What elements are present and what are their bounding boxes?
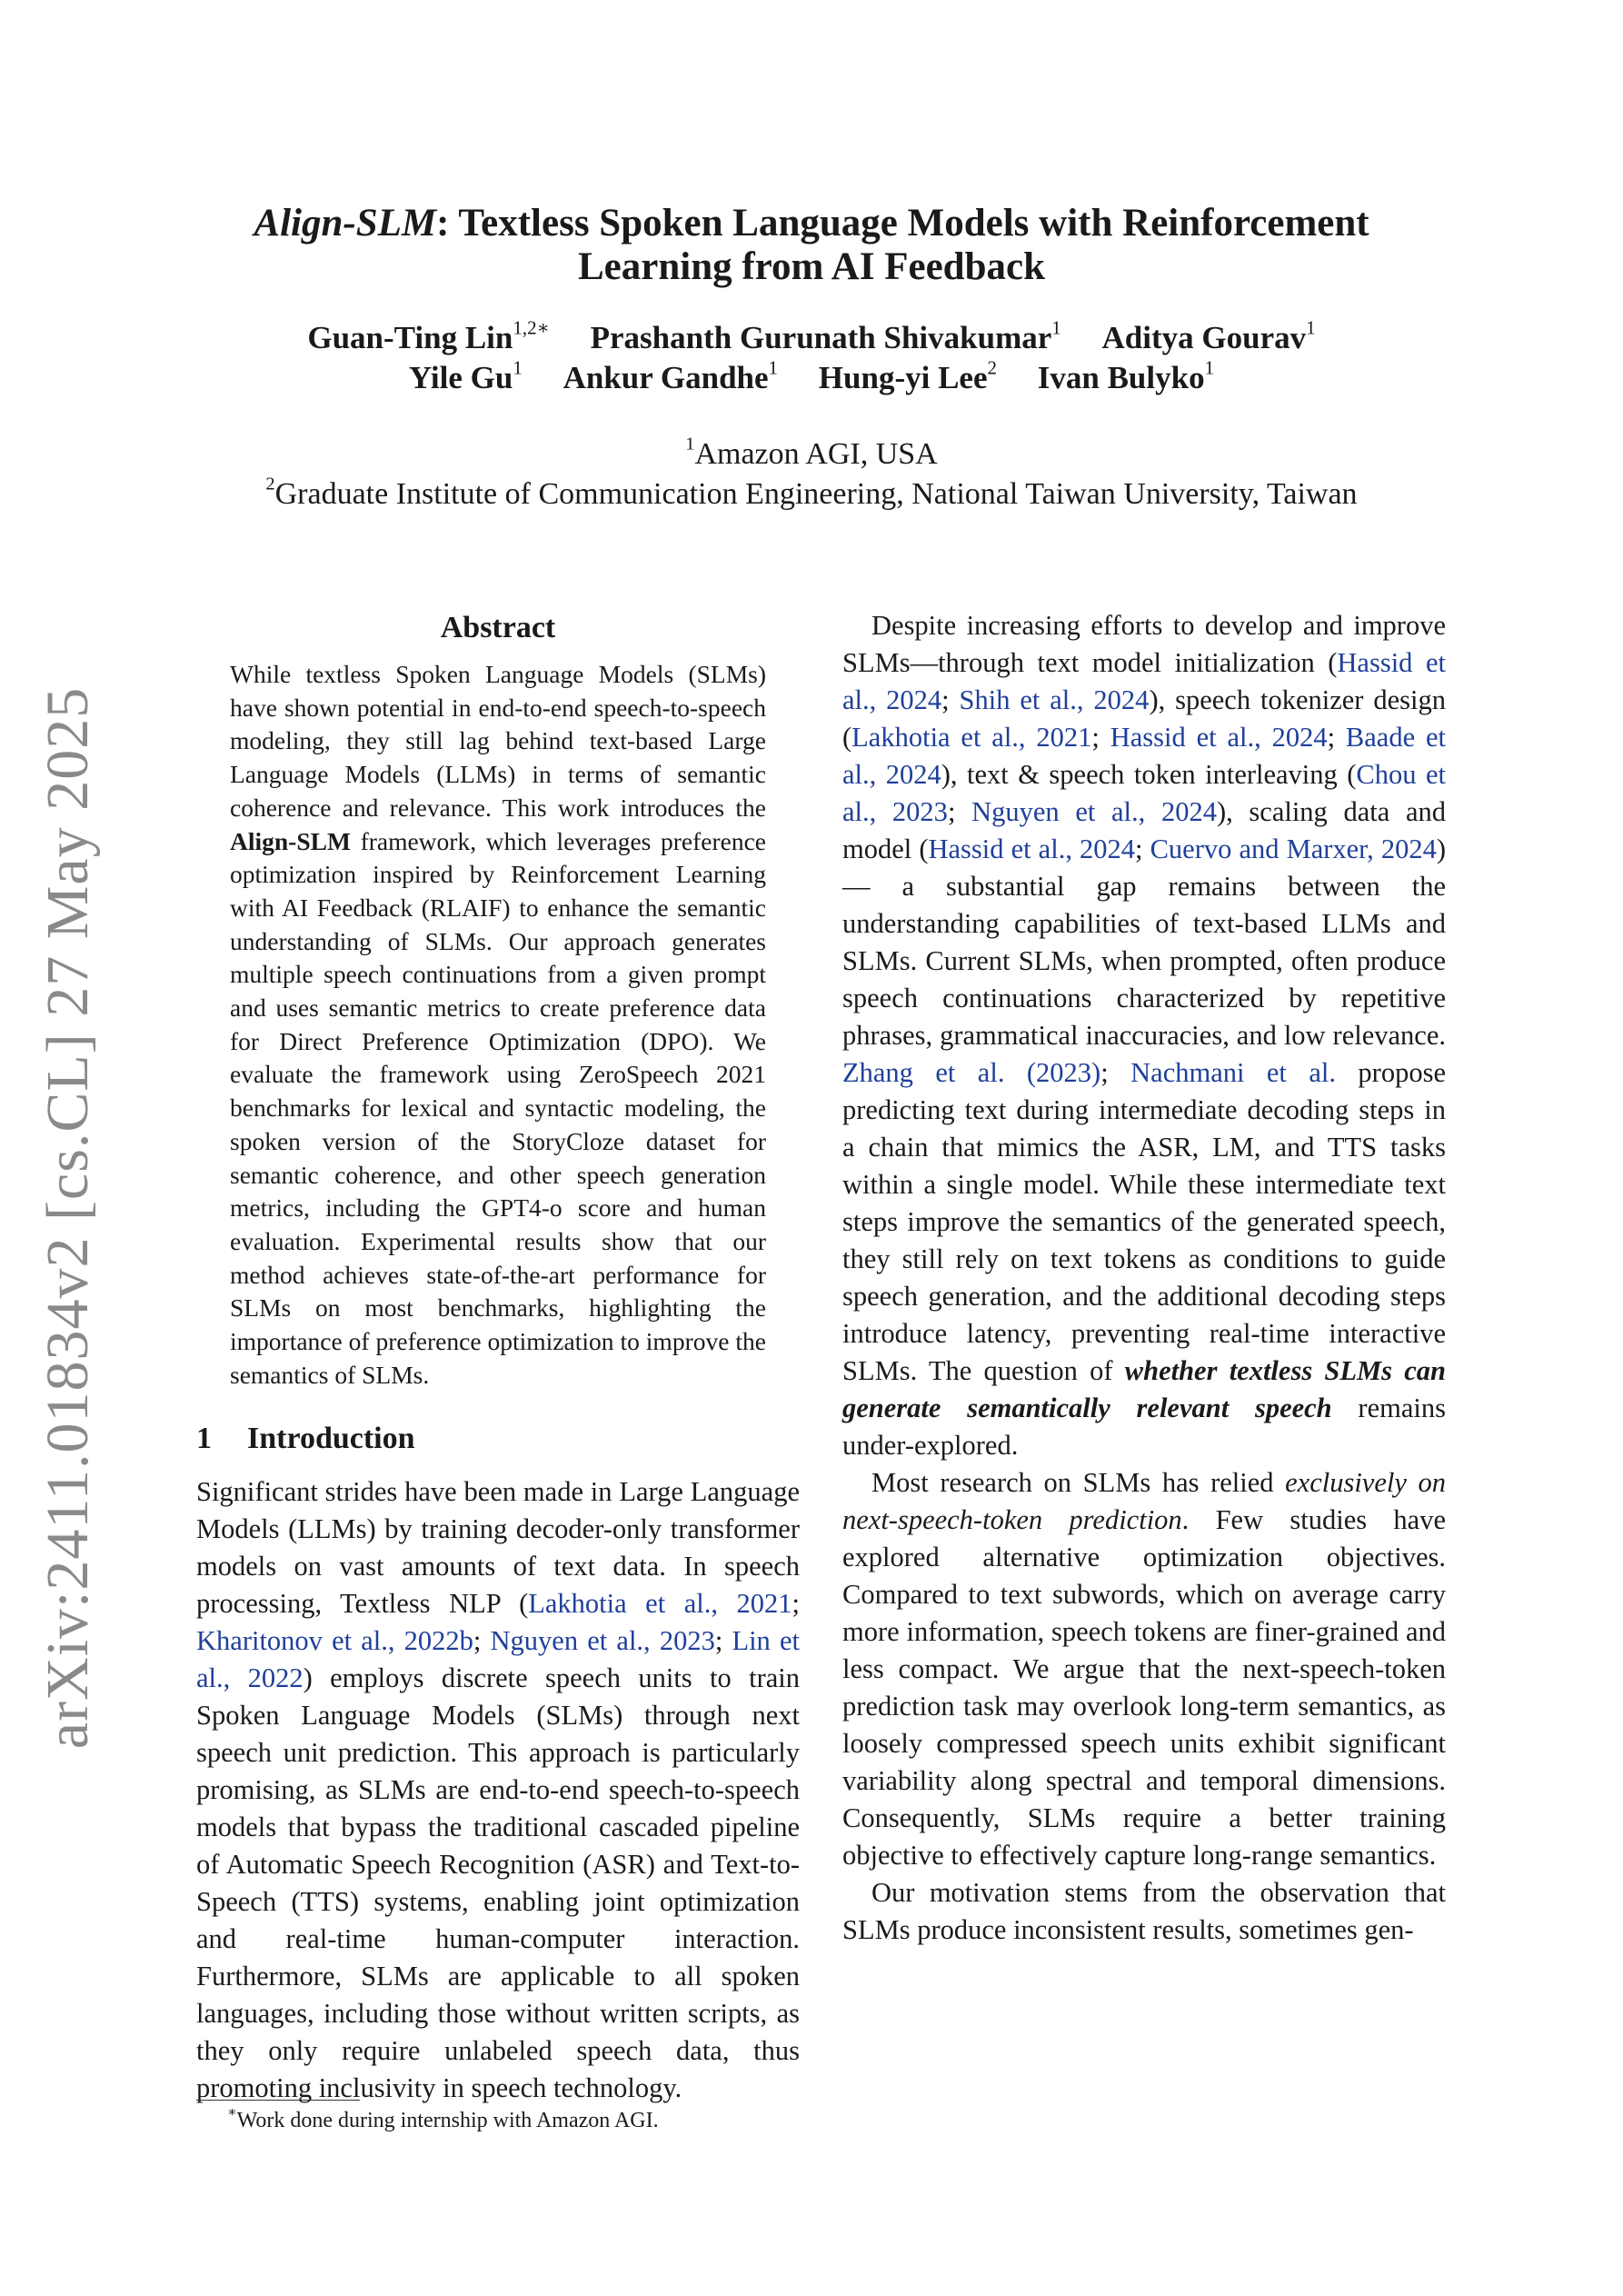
author-affiliation-mark: 1,2∗ — [513, 316, 550, 339]
paragraph-text: Significant strides have been made in Large Language Models (LLMs) by training decoder-only transformer models on vast amounts of text data. In speech processing, Textless NLP ( — [196, 1476, 800, 1620]
author-name: Aditya Gourav — [1101, 320, 1307, 355]
paragraph-text: ), speech tokenizer design ( — [842, 684, 1446, 753]
section-title: Introduction — [247, 1422, 415, 1456]
citation-link[interactable]: Hassid et al., 2024 — [928, 834, 1136, 864]
author-name: Ankur Gandhe — [563, 360, 769, 395]
citation-separator: ; — [1327, 722, 1346, 753]
author-name: Ivan Bulyko — [1037, 360, 1205, 395]
abstract-framework-name: Align-SLM — [230, 826, 351, 855]
author-affiliation-mark: 1 — [1306, 316, 1316, 339]
author — [408, 356, 523, 395]
author — [818, 356, 997, 395]
footnote-divider — [196, 2100, 360, 2101]
author-list — [182, 318, 1441, 398]
citation-link[interactable]: Chou et al., 2023 — [842, 759, 1447, 827]
author — [307, 316, 550, 355]
affiliation-text: Graduate Institute of Communication Engineering, National Taiwan University, Taiwan — [274, 477, 1358, 511]
citation-link[interactable]: Nguyen et al., 2024 — [971, 796, 1217, 827]
citation-link[interactable]: Shih et al., 2024 — [959, 684, 1150, 715]
citation-separator: ; — [1100, 1057, 1131, 1088]
author-name: Yile Gu — [408, 360, 513, 395]
intro-paragraph-4: Our motivation stems from the observation that SLMs produce inconsistent results, sometimes gen- — [842, 1877, 1446, 1945]
citation-link[interactable]: Baade et al., 2024 — [842, 722, 1446, 790]
citation-link[interactable]: Hassid et al., 2024 — [842, 647, 1446, 715]
author — [1037, 356, 1215, 395]
affiliation-mark: 1 — [685, 434, 695, 454]
affiliation — [182, 474, 1441, 514]
paragraph-text: ), scaling data and model ( — [842, 796, 1446, 864]
abstract-text: While textless Spoken Language Models (SLMs) have shown potential in end-to-end speech-to-speech modeling, they still lag behind text-based Large Language Models (LLMs) in terms of semantic coherence and relevance. This work introduces the — [230, 660, 766, 822]
paragraph-text: Despite increasing efforts to develop and improve SLMs—through text model initialization ( — [842, 610, 1446, 678]
citation-link[interactable]: Hassid et al., 2024 — [1110, 722, 1328, 753]
intro-paragraph-2 — [842, 607, 1446, 1464]
emphasized-phrase: exclusively on next-speech-token prediction — [842, 1467, 1446, 1535]
citation-separator: ; — [941, 684, 960, 715]
intro-paragraph-1 — [196, 1473, 800, 2107]
citation-link[interactable]: Kharitonov et al., 2022b — [196, 1625, 473, 1657]
author-row-2 — [182, 358, 1441, 398]
footnote-text: Work done during internship with Amazon AGI. — [236, 2109, 659, 2132]
author-affiliation-mark: 1 — [1051, 316, 1061, 339]
paragraph-text: propose predicting text during intermediate decoding steps in a chain that mimics the ASR, LM, and TTS tasks within a single model. While these intermediate text steps improve the semantics of the generated speech, they still rely on text tokens as conditions to guide speech generation, and the additional decoding steps introduce latency, preventing real-time interactive SLMs. The question of — [842, 1057, 1446, 1386]
affiliation-text: Amazon AGI, USA — [694, 437, 938, 471]
citation-separator: ; — [947, 796, 972, 827]
author-affiliation-mark: 1 — [513, 356, 523, 379]
right-column — [842, 607, 1446, 1949]
citation-separator: ; — [714, 1625, 732, 1657]
left-column — [196, 609, 800, 2107]
title-line-2: Learning from AI Feedback — [577, 245, 1045, 288]
arxiv-identifier-text: arXiv:2411.01834v2 [cs.CL] 27 May 2025 — [35, 686, 101, 1750]
citation-separator: ; — [792, 1588, 800, 1620]
intro-paragraph-3 — [842, 1464, 1446, 1874]
paragraph-text: )— a substantial gap remains between the understanding capabilities of text-based LLMs and SLMs. Current SLMs, when prompted, often produce speech continuations characterized by repetitive phrases, grammatical inaccuracies, and low relevance. — [842, 834, 1446, 1051]
citation-link[interactable]: Cuervo and Marxer, 2024 — [1150, 834, 1437, 864]
abstract-text: framework, which leverages preference optimization inspired by Reinforcement Learning with AI Feedback (RLAIF) to enhance the semantic understanding of SLMs. Our approach generates multiple speech continuations from a given prompt and uses semantic metrics to create preference data for Direct Preference Optimization (DPO). We evaluate the framework using ZeroSpeech 2021 benchmarks for lexical and syntactic modeling, the spoken version of the StoryCloze dataset for semantic coherence, and other speech generation metrics, including the GPT4-o score and human evaluation. Experimental results show that our method achieves state-of-the-art performance for SLMs on most benchmarks, highlighting the importance of preference optimization to improve the semantics of SLMs. — [230, 826, 766, 1389]
author-name: Guan-Ting Lin — [307, 320, 513, 355]
abstract-body — [230, 658, 766, 1392]
section-number: 1 — [196, 1422, 212, 1456]
citation-link[interactable]: Lakhotia et al., 2021 — [851, 722, 1092, 753]
author-affiliation-mark: 1 — [1204, 356, 1215, 379]
paragraph-text: ), text & speech token interleaving ( — [941, 759, 1357, 790]
affiliation-mark: 2 — [265, 474, 275, 494]
citation-link[interactable]: Nguyen et al., 2023 — [490, 1625, 715, 1657]
paragraph-text: remains under-explored. — [842, 1393, 1446, 1461]
author-row-1 — [182, 318, 1441, 358]
title-italic-part: Align-SLM — [254, 202, 437, 245]
footnote — [227, 2104, 659, 2134]
citation-separator: ; — [1091, 722, 1110, 753]
author-affiliation-mark: 2 — [987, 356, 997, 379]
author-name: Hung-yi Lee — [818, 360, 988, 395]
citation-link[interactable]: Zhang et al. (2023) — [842, 1057, 1101, 1088]
paragraph-text: ) employs discrete speech units to train Spoken Language Models (SLMs) through next speech unit prediction. This approach is particularly promising, as SLMs are end-to-end speech-to-speech models that bypass the traditional cascaded pipeline of Automatic Speech Recognition (ASR) and Text-to-Speech (TTS) systems, enabling joint optimization and real-time human-computer interaction. Furthermore, SLMs are applicable to all spoken languages, including those without written scripts, as they only require unlabeled speech data, thus promoting inclusivity in speech technology. — [196, 1662, 801, 2104]
abstract-heading: Abstract — [440, 611, 556, 644]
emphasized-research-question: whether textless SLMs can generate semantically relevant speech — [842, 1355, 1446, 1423]
citation-separator: ; — [1135, 834, 1150, 864]
author — [590, 316, 1061, 355]
affiliation-list — [182, 434, 1441, 514]
footnote-mark: ∗ — [227, 2104, 237, 2121]
author — [1101, 316, 1316, 355]
author — [563, 356, 779, 395]
arxiv-identifier-stamp — [35, 686, 101, 1750]
author-affiliation-mark: 1 — [768, 356, 779, 379]
paragraph-text: . Few studies have explored alternative optimization objectives. Compared to text subwords, which on average carry more information, speech tokens are finer-grained and less compact. We argue that the next-speech-token prediction task may overlook long-term semantics, as loosely compressed speech units exhibit significant variability along spectral and temporal dimensions. Consequently, SLMs require a better training objective to effectively capture long-range semantics. — [842, 1504, 1446, 1871]
paper-title — [182, 202, 1441, 289]
citation-link[interactable]: Lin et al., 2022 — [196, 1625, 800, 1694]
affiliation — [182, 434, 1441, 474]
section-heading-introduction — [196, 1419, 800, 1459]
title-line-1: : Textless Spoken Language Models with Reinforcement — [436, 202, 1369, 245]
citation-separator: ; — [473, 1625, 491, 1657]
citation-link[interactable]: Nachmani et al. — [1130, 1057, 1336, 1088]
paragraph-text: Most research on SLMs has relied — [871, 1467, 1286, 1498]
author-name: Prashanth Gurunath Shivakumar — [590, 320, 1052, 355]
citation-link[interactable]: Lakhotia et al., 2021 — [528, 1588, 792, 1620]
